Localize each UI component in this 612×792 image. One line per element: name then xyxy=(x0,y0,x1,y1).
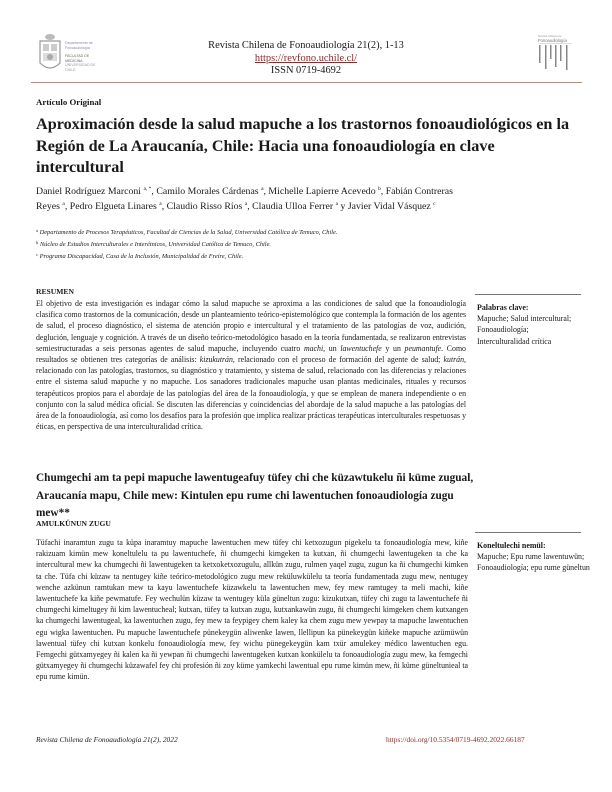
affiliation-item: $^a$ Departamento de Procesos Terapéuticos, Facultad de Ciencias de la Salud, Universidad Católica de Temuco, Chile. xyxy=(36,228,338,236)
keywords-mapudungun-heading: Koneltulechi nemül: xyxy=(477,541,546,550)
department-logo xyxy=(37,33,105,73)
author-affiliation-marker: a xyxy=(62,201,65,208)
footer-citation: Revista Chilena de Fonoaudiología 21(2), 2022 xyxy=(36,735,178,744)
author-name: , Claudio Risso Ríos xyxy=(161,201,245,213)
journal-citation: Revista Chilena de Fonoaudiología 21(2), 1-13 xyxy=(208,40,404,51)
keyword-item: Mapuche; Epu rume lawentuwün; xyxy=(477,552,585,562)
author-affiliation-marker: a xyxy=(244,201,248,208)
logo-text-dept: Departamento de xyxy=(65,41,93,45)
author-affiliation-marker: c xyxy=(433,201,436,208)
author-affiliation-marker: a, * xyxy=(143,186,152,192)
keywords-heading: Palabras clave: xyxy=(477,303,529,312)
keywords-box xyxy=(477,302,607,347)
header-divider xyxy=(31,82,582,83)
keyword-item: Fonoaudiología; xyxy=(477,325,529,335)
affiliation-item: $^b$ Núcleo de Estudios Interculturales e Interétnicos, Universidad Católica de Temuco, Chile. xyxy=(36,240,272,249)
article-type-label: Artículo Original xyxy=(36,97,102,107)
keyword-item: Mapuche; Salud intercultural; xyxy=(477,314,572,324)
journal-logo-small-text: Revista Chilena de xyxy=(538,34,562,38)
author-affiliation-marker: a xyxy=(335,201,339,208)
keyword-item: Interculturalidad crítica xyxy=(477,336,552,346)
author-name: , Fabián Contreras Reyes xyxy=(36,186,453,213)
affiliation-list xyxy=(36,226,456,263)
keywords-mapudungun-divider xyxy=(475,532,581,533)
logo-text-fono: Fonoaudiología xyxy=(65,45,90,50)
keywords-mapudungun-box xyxy=(477,540,607,574)
logo-text-faculty: FACULTAD DE MEDICINA xyxy=(65,54,90,63)
author-name: Daniel Rodríguez Marconi xyxy=(36,186,142,197)
journal-header xyxy=(160,40,452,78)
author-affiliation-marker: a xyxy=(159,201,162,208)
journal-logo xyxy=(538,35,572,73)
keyword-item: Fonoaudiología; epu rume güneltun xyxy=(477,563,590,573)
mapudungun-abstract-heading: AMULKÜNUN ZUGU xyxy=(36,519,111,528)
mapudungun-abstract-text: Tüfachi inaramtun zugu ta küpa inaramtuy mapuche lawentuchen mew tüfey chi ketxozugun pigekelu ta fonoaudiología mew, kiñe rakizuam kimün mew koneltulelu ta pu lawentuchefe, ñi chumgechi kimgeken ta kutxan, ñi chumgechi lawentugeken ta che ka intercultural mew ka chumgechi ñi lawentugeken ta ketxoketxozugulu, allkün zugu, rulmen yaqel zugu, zugun ka ñi chumgechi kimken ta che. Tüfa chi küzaw ta nentugey kiñe teórico-metodológico zugu mew reküluwkülelu ta teoría fundamentada zugu mew, nentugey wenche azkünun ramtukan mew ta kayu lawentuchefe küzawkelu ta lawentuchen mew, fey mew ramtugey ta meli machi, kiñe lawentuchefe ka kiñe pewmatufe. Fey wechulün küzaw ta wentugey küla güneltun zugu: kizukutxan, tüfey chi zugu ta lawentuchefe ñi chumgechi kimeltugey ñi kim lawentucheal; kutxan, tüfey ta kutxan zugu, kutxankawün zugu, ñi chumgechi kimgeken chem kutxangen ka chumgechi lawentugeal, ka lawentuchen zugu, fey mew ta feypigey chem kaley ka chem zugu mew yewpay ta mapuche lawentuchen egu wigka lawentuchen. Pu mapuche lawentuchefe pünekeygün aliwenke lawen, llellipun ka pünekeygün kiñeke mapuche azümüwün lawentual tüfey chi kutxan konkelu fonoaudiología mew, fey wichu pünegekeygün kam txür amulekey médico lawentuchen egu. Femgechi gütxamyegey ñi kalen ka ñi yewpan ñi chumgechi lawentugeken kutxan konkülelu ta fonoaudiología zugu mew, ka femgechi gütxamyegey ñi chumgechi küzawafel fey chi profesión ñi zoy küme yamkechi lawentual epu rume kimün mew, ñi küme güneltunieal ta epu rume kimün. xyxy=(36,538,468,682)
author-list xyxy=(36,183,466,213)
affiliation-item: $^c$ Programa Discapacidad, Casa de la Inclusión, Municipalidad de Freire, Chile. xyxy=(36,252,244,261)
article-title: Aproximación desde la salud mapuche a los trastornos fonoaudiológicos en la Región de La Araucanía, Chile: Hacia una fonoaudiología en clave intercultural xyxy=(36,115,570,176)
abstract-heading: RESUMEN xyxy=(36,287,74,296)
author-affiliation-marker: b xyxy=(378,186,381,192)
author-name: , Claudia Ulloa Ferrer xyxy=(247,201,336,213)
journal-logo-bars-icon xyxy=(538,43,572,71)
author-name: y Javier Vidal Vásquez xyxy=(338,201,434,213)
mapudungun-title: Chumgechi am ta pepi mapuche lawentugeafuy tüfey chi che küzawtukelu ñi küme zugual, Araucanía mapu, Chile mew: Kintulen epu rume chi lawentuchen fonoaudiología zugu mew** xyxy=(36,472,474,519)
author-name: , Pedro Elgueta Linares xyxy=(64,201,160,213)
keywords-divider xyxy=(475,294,581,295)
author-name: , Camilo Morales Cárdenas xyxy=(151,186,262,197)
journal-url-link[interactable]: https://revfono.uchile.cl/ xyxy=(254,52,358,64)
author-affiliation-marker: a xyxy=(261,186,264,192)
journal-logo-name: Fonoaudiología xyxy=(538,38,567,43)
author-name: , Michelle Lapierre Acevedo xyxy=(263,186,379,197)
logo-text-university: UNIVERSIDAD DE CHILE xyxy=(65,63,96,72)
abstract-text: El objetivo de esta investigación es indagar cómo la salud mapuche se aproxima a las condiciones de salud que la fonoaudiología clasifica como trastornos de la comunicación, desde un planteamiento teórico-epistemológico que contempla la formación de los agentes de salud, el proceso diagnóstico, el sistema de atención propio e intercultural y el tratamiento de las patologías de voz, audición, deglución, lenguaje y cognición. A través de un diseño teórico-metodológico basado en la teoría fundamentada, se realizaron entrevistas semiestructuradas a seis personas agentes de salud mapuche, incluyendo cuatro machi, un lawentuchefe y un peumantufe. Como resultados se obtienen tres categorías de análisis: kizukutrán, relacionado con el proceso de formación del agente de salud; kutrán, relacionado con las patologías, trastornos, su diagnóstico y tratamiento, y sistema de salud, relacionado con las diferencias y relaciones entre el sistema salud mapuche y no mapuche. Los sanadores tradicionales mapuche usan plantas medicinales, rituales y recursos terapéuticos propios para el abordaje de las patologías del área de la fonoaudiología, y que se emplean de manera independiente o en conjunto con la salud médica oficial. Se discuten las diferencias y coincidencias del abordaje de la salud mapuche a las patologías del área de la fonoaudiología, así como los desafíos para la profesión que implica realizar prácticas terapéuticas interculturales respetuosas y éticas, en perspectiva de una interculturalidad crítica. xyxy=(36,299,466,432)
doi-link[interactable]: https://doi.org/10.5354/0719-4692.2022.66187 xyxy=(386,735,525,744)
journal-issn: ISSN 0719-4692 xyxy=(270,65,342,76)
